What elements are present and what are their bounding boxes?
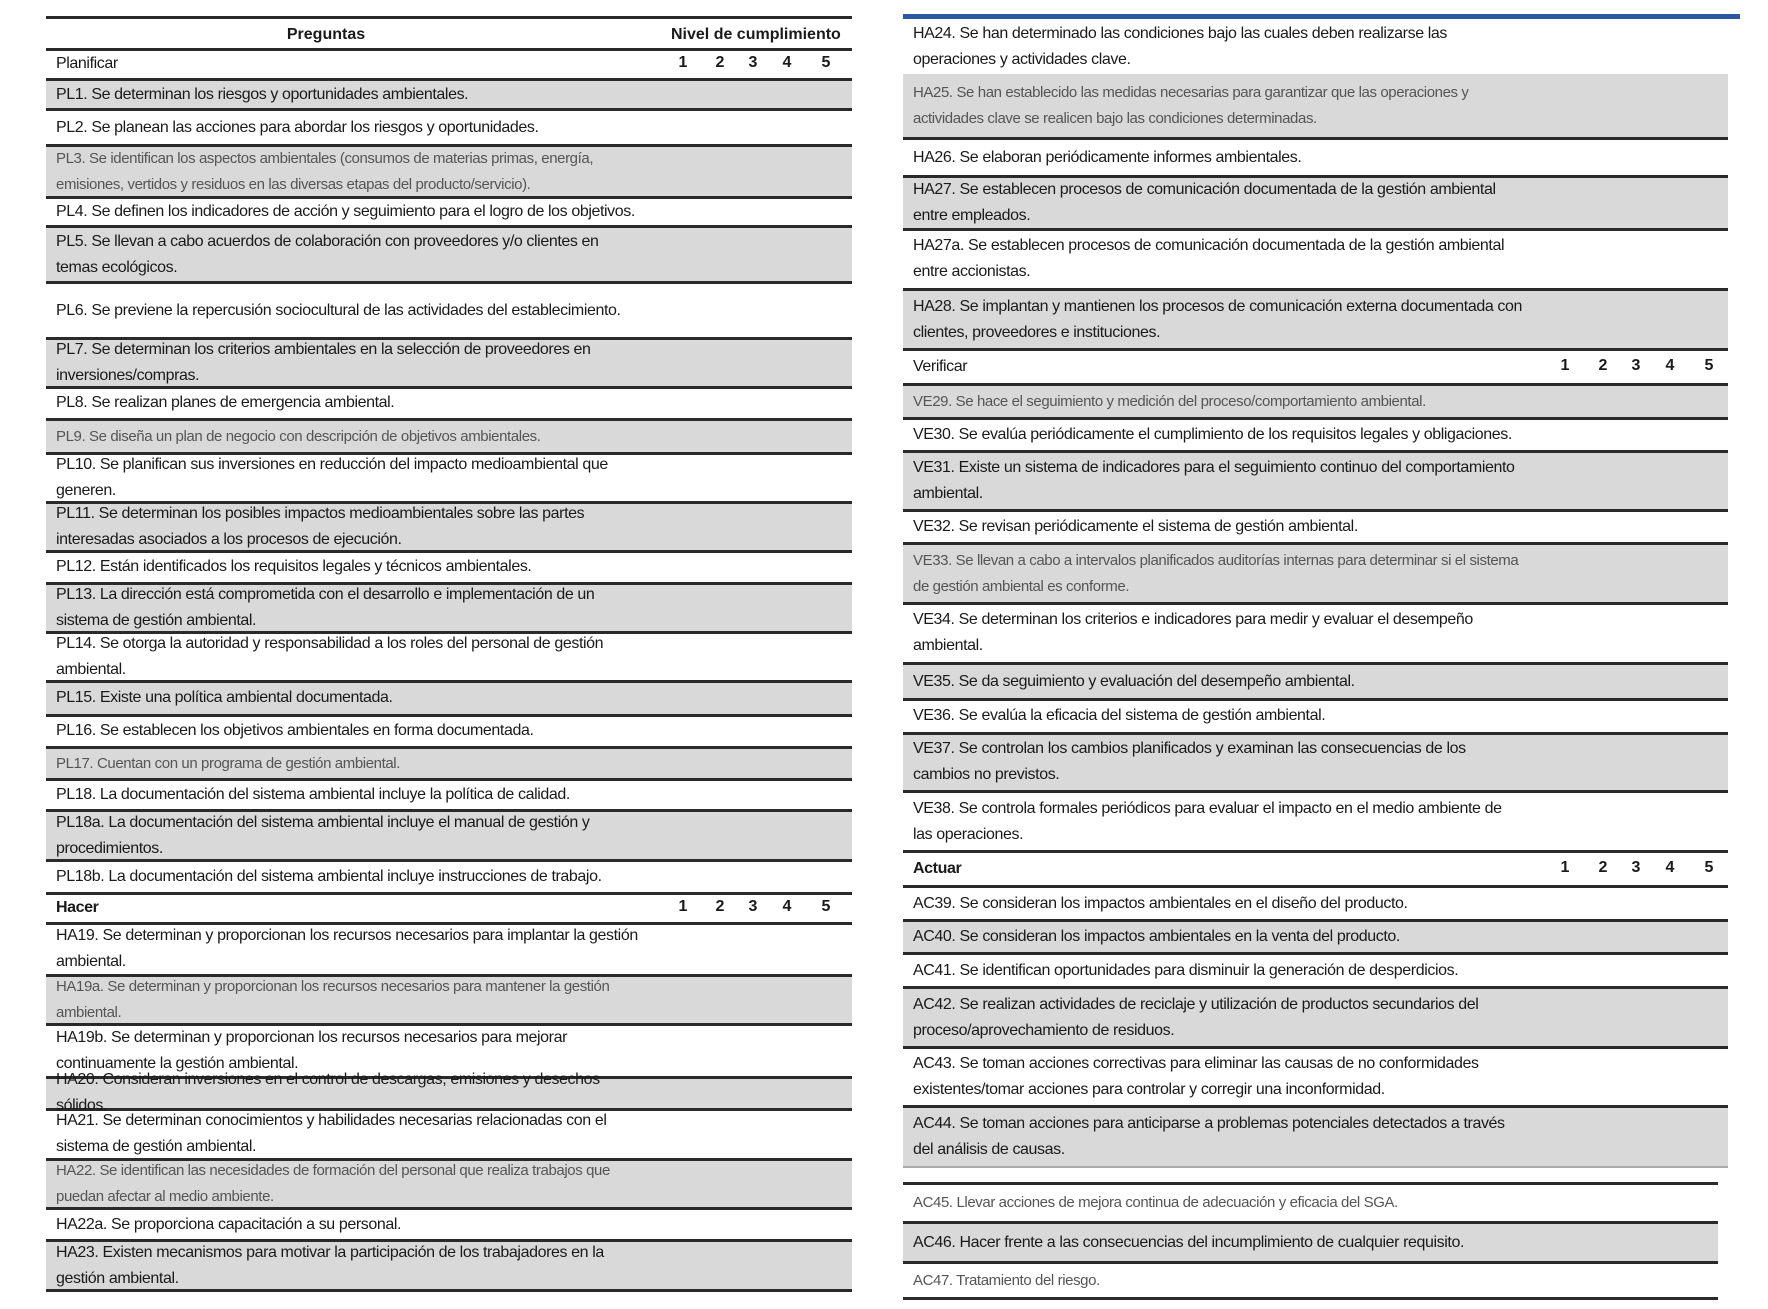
level-scale-header xyxy=(1558,357,1718,377)
section-label: Hacer xyxy=(56,899,99,917)
question-text: HA21. Se determinan conocimientos y habilidades necesarias relacionadas con el sistema de gestión ambiental. xyxy=(56,1112,607,1156)
question-text: VE34. Se determinan los criterios e indicadores para medir y evaluar el desempeño ambiental. xyxy=(913,611,1473,655)
question-text: PL2. Se planean las acciones para abordar los riesgos y oportunidades. xyxy=(56,118,539,136)
question-text: AC40. Se consideran los impactos ambientales en la venta del producto. xyxy=(913,928,1400,946)
question-row-ve38 xyxy=(903,793,1728,853)
question-row-ha19a xyxy=(46,977,852,1027)
question-text: VE36. Se evalúa la eficacia del sistema de gestión ambiental. xyxy=(913,707,1326,725)
question-row-ha20 xyxy=(46,1071,852,1115)
question-row-ve29 xyxy=(903,386,1728,419)
question-row-ve35 xyxy=(903,665,1728,701)
question-text: VE35. Se da seguimiento y evaluación del desempeño ambiental. xyxy=(913,672,1355,690)
question-text: PL13. La dirección está comprometida con el desarrollo e implementación de un sistema de gestión ambiental. xyxy=(56,585,595,629)
level-number: 1 xyxy=(678,54,688,72)
question-text: HA28. Se implantan y mantienen los procesos de comunicación externa documentada con clientes, proveedores e instituciones. xyxy=(913,297,1522,341)
section-row-actuar xyxy=(903,853,1728,888)
level-number: 5 xyxy=(821,54,831,72)
question-row-ve30 xyxy=(903,420,1728,453)
question-row-ha27 xyxy=(903,178,1728,231)
level-number: 3 xyxy=(748,54,758,72)
question-text: PL10. Se planifican sus inversiones en reducción del impacto medioambiental que generen. xyxy=(56,456,608,500)
question-row-pl9 xyxy=(46,421,852,455)
question-row-pl18b xyxy=(46,862,852,894)
question-row-ac43 xyxy=(903,1049,1728,1108)
question-text: PL12. Están identificados los requisitos legales y técnicos ambientales. xyxy=(56,558,532,576)
question-text: HA22. Se identifican las necesidades de formación del personal que realiza trabajos que puedan afectar al medio ambiente. xyxy=(56,1161,610,1205)
question-text: HA27a. Se establecen procesos de comunicación documentada de la gestión ambiental entre accionistas. xyxy=(913,237,1505,281)
question-text: AC47. Tratamiento del riesgo. xyxy=(913,1271,1100,1289)
level-number: 1 xyxy=(1560,357,1570,375)
question-row-pl13 xyxy=(46,585,852,634)
question-row-pl14 xyxy=(46,634,852,684)
question-text: AC45. Llevar acciones de mejora continua de adecuación y eficacia del SGA. xyxy=(913,1193,1398,1211)
header-preguntas: Preguntas xyxy=(286,26,366,43)
question-text: PL15. Existe una política ambiental documentada. xyxy=(56,689,393,707)
question-text: VE33. Se llevan a cabo a intervalos planificados auditorías internas para determinar si el sistema de gestión ambiental es conforme. xyxy=(913,551,1519,595)
question-row-ha26 xyxy=(903,140,1728,178)
question-text: AC46. Hacer frente a las consecuencias del incumplimiento de cualquier requisito. xyxy=(913,1233,1465,1251)
level-number: 2 xyxy=(1598,859,1608,877)
question-row-pl17 xyxy=(46,749,852,781)
question-row-pl6 xyxy=(46,284,852,340)
question-text: HA23. Existen mecanismos para motivar la participación de los trabajadores en la gestión ambiental. xyxy=(56,1243,604,1287)
question-row-ha27a xyxy=(903,231,1728,291)
question-row-ac47 xyxy=(903,1264,1718,1300)
question-text: VE31. Existe un sistema de indicadores para el seguimiento continuo del comportamiento ambiental. xyxy=(913,459,1515,503)
question-text: HA24. Se han determinado las condiciones bajo las cuales deben realizarse las operaciones y actividades clave. xyxy=(913,24,1447,68)
question-text: PL18. La documentación del sistema ambiental incluye la política de calidad. xyxy=(56,786,570,804)
question-text: PL18b. La documentación del sistema ambiental incluye instrucciones de trabajo. xyxy=(56,868,602,886)
question-text: PL6. Se previene la repercusión sociocultural de las actividades del establecimiento. xyxy=(56,301,621,319)
question-row-ac44 xyxy=(903,1108,1728,1168)
question-row-ve33 xyxy=(903,545,1728,604)
question-text: PL14. Se otorga la autoridad y responsabilidad a los roles del personal de gestión ambiental. xyxy=(56,634,604,678)
question-text: PL7. Se determinan los criterios ambientales en la selección de proveedores en inversiones/compras. xyxy=(56,340,591,384)
level-number: 1 xyxy=(1560,859,1570,877)
question-row-ha21 xyxy=(46,1111,852,1161)
question-row-pl4 xyxy=(46,199,852,229)
question-text: PL9. Se diseña un plan de negocio con descripción de objetivos ambientales. xyxy=(56,427,541,445)
question-text: AC42. Se realizan actividades de reciclaje y utilización de productos secundarios del proceso/aprovechamiento de residuos. xyxy=(913,995,1479,1039)
question-text: HA19a. Se determinan y proporcionan los recursos necesarios para mantener la gestión ambiental. xyxy=(56,978,610,1022)
question-row-ve37 xyxy=(903,735,1728,794)
question-row-pl8 xyxy=(46,389,852,421)
question-text: PL5. Se llevan a cabo acuerdos de colaboración con proveedores y/o clientes en temas ecológicos. xyxy=(56,232,599,276)
question-row-pl15 xyxy=(46,683,852,716)
level-scale-header xyxy=(1558,859,1718,879)
level-number: 5 xyxy=(821,898,831,916)
question-text: VE29. Se hace el seguimiento y medición del proceso/comportamiento ambiental. xyxy=(913,392,1426,410)
question-row-pl7 xyxy=(46,340,852,389)
question-text: AC39. Se consideran los impactos ambientales en el diseño del producto. xyxy=(913,894,1408,912)
question-text: PL17. Cuentan con un programa de gestión ambiental. xyxy=(56,754,401,772)
question-row-ac41 xyxy=(903,955,1728,988)
question-text: HA27. Se establecen procesos de comunicación documentada de la gestión ambiental entre empleados. xyxy=(913,180,1496,224)
level-number: 2 xyxy=(715,54,725,72)
question-text: HA19. Se determinan y proporcionan los recursos necesarios para implantar la gestión ambiental. xyxy=(56,927,638,971)
level-number: 5 xyxy=(1704,357,1714,375)
question-row-ve36 xyxy=(903,701,1728,734)
level-scale-header xyxy=(676,54,836,74)
question-row-pl16 xyxy=(46,717,852,749)
question-row-pl10 xyxy=(46,455,852,504)
table-header-row xyxy=(46,19,852,51)
level-number: 5 xyxy=(1704,859,1714,877)
question-row-pl2 xyxy=(46,111,852,147)
question-row-ac46 xyxy=(903,1224,1718,1264)
question-row-ha24 xyxy=(903,18,1728,78)
question-row-ha23 xyxy=(46,1242,852,1292)
section-row-hacer xyxy=(46,895,852,925)
question-text: AC43. Se toman acciones correctivas para eliminar las causas de no conformidades existentes/tomar acciones para controlar y corregir una inconformidad. xyxy=(913,1054,1479,1098)
question-text: VE37. Se controlan los cambios planificados y examinan las consecuencias de los cambios no previstos. xyxy=(913,740,1466,784)
question-row-ve34 xyxy=(903,605,1728,665)
question-text: HA25. Se han establecido las medidas necesarias para garantizar que las operaciones y actividades clave se realicen bajo las condiciones determinadas. xyxy=(913,83,1469,127)
level-number: 4 xyxy=(782,54,792,72)
question-row-pl18 xyxy=(46,781,852,812)
question-row-ac39 xyxy=(903,888,1728,921)
question-row-pl1 xyxy=(46,81,852,112)
question-text: PL1. Se determinan los riesgos y oportunidades ambientales. xyxy=(56,85,469,103)
question-text: HA22a. Se proporciona capacitación a su personal. xyxy=(56,1215,402,1233)
question-row-pl3 xyxy=(46,147,852,198)
question-text: PL3. Se identifican los aspectos ambientales (consumos de materias primas, energía, emisiones, vertidos y residuos en las diversas etapas del producto/servicio). xyxy=(56,149,594,193)
question-text: PL18a. La documentación del sistema ambiental incluye el manual de gestión y procedimientos. xyxy=(56,813,590,857)
question-text: PL11. Se determinan los posibles impactos medioambientales sobre las partes interesadas asociados a los procesos de ejecución. xyxy=(56,504,585,548)
level-number: 4 xyxy=(782,898,792,916)
question-row-pl5 xyxy=(46,228,852,284)
question-row-ac40 xyxy=(903,922,1728,955)
question-row-ac42 xyxy=(903,989,1728,1049)
level-number: 2 xyxy=(715,898,725,916)
section-label: Verificar xyxy=(913,358,968,376)
question-row-pl11 xyxy=(46,504,852,553)
question-text: VE32. Se revisan periódicamente el sistema de gestión ambiental. xyxy=(913,518,1358,536)
level-number: 3 xyxy=(1631,859,1641,877)
question-text: PL4. Se definen los indicadores de acción y seguimiento para el logro de los objetivos. xyxy=(56,203,635,221)
question-row-ha25 xyxy=(903,74,1728,140)
level-number: 4 xyxy=(1665,357,1675,375)
section-row-verificar xyxy=(903,351,1728,386)
question-row-ha28 xyxy=(903,291,1728,351)
question-row-pl18a xyxy=(46,812,852,862)
question-text: HA26. Se elaboran periódicamente informes ambientales. xyxy=(913,148,1302,166)
question-text: PL16. Se establecen los objetivos ambientales en forma documentada. xyxy=(56,722,534,740)
question-row-ve31 xyxy=(903,453,1728,512)
question-row-pl12 xyxy=(46,553,852,585)
question-text: HA20. Consideran inversiones en el control de descargas, emisiones y desechos sólidos. xyxy=(56,1071,600,1115)
question-text: HA19b. Se determinan y proporcionan los recursos necesarios para mejorar continuamente la gestión ambiental. xyxy=(56,1028,568,1072)
level-number: 3 xyxy=(1631,357,1641,375)
question-text: VE30. Se evalúa periódicamente el cumplimiento de los requisitos legales y obligaciones. xyxy=(913,426,1512,444)
question-text: AC44. Se toman acciones para anticiparse a problemas potenciales detectados a través del análisis de causas. xyxy=(913,1114,1505,1158)
section-row-planificar xyxy=(46,51,852,81)
question-row-ve32 xyxy=(903,512,1728,545)
level-number: 2 xyxy=(1598,357,1608,375)
question-text: AC41. Se identifican oportunidades para disminuir la generación de desperdicios. xyxy=(913,961,1459,979)
question-row-ac45 xyxy=(903,1184,1718,1224)
question-row-ha19 xyxy=(46,925,852,977)
question-text: PL8. Se realizan planes de emergencia ambiental. xyxy=(56,394,395,412)
level-number: 3 xyxy=(748,898,758,916)
level-number: 1 xyxy=(678,898,688,916)
question-row-ha22a xyxy=(46,1210,852,1242)
question-row-ha22 xyxy=(46,1161,852,1211)
section-label: Actuar xyxy=(913,860,962,878)
section-label: Planificar xyxy=(56,55,118,73)
header-nivel-cumplimiento: Nivel de cumplimiento xyxy=(671,26,841,43)
level-scale-header xyxy=(676,898,836,918)
question-text: VE38. Se controla formales periódicos para evaluar el impacto en el medio ambiente de las operaciones. xyxy=(913,799,1502,843)
level-number: 4 xyxy=(1665,859,1675,877)
